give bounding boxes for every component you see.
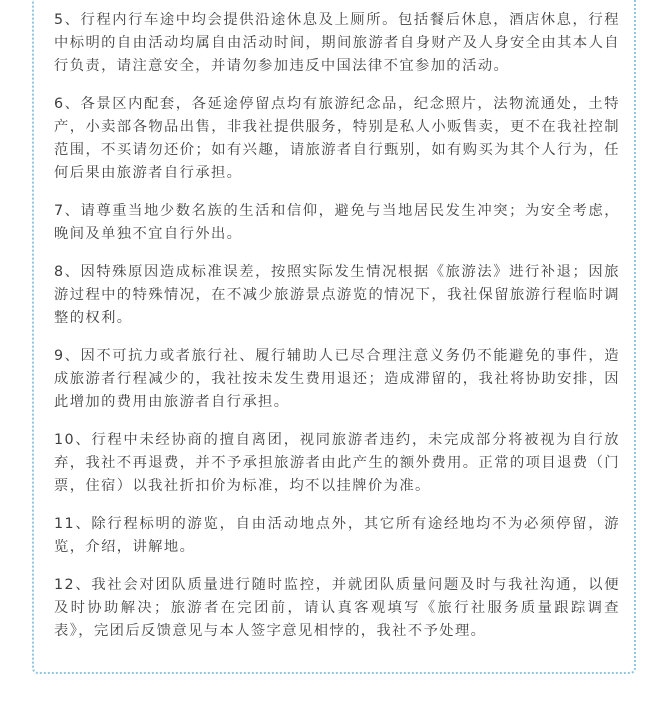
clause-9: 9、因不可抗力或者旅行社、履行辅助人已尽合理注意义务仍不能避免的事件，造成旅游者行程减少的，我社按未发生费用退还；造成滞留的，我社将协助安排，因此增加的费用由旅游者自行承担。 — [54, 348, 620, 410]
clause-8: 8、因特殊原因造成标准误差，按照实际发生情况根据《旅游法》进行补退；因旅游过程中的特殊情况，在不减少旅游景点游览的情况下，我社保留旅游行程临时调整的权利。 — [54, 264, 620, 326]
clause-11: 11、除行程标明的游览，自由活动地点外，其它所有途经地均不为必须停留，游览，介绍，讲解地。 — [54, 516, 620, 555]
clause-12: 12、我社会对团队质量进行随时监控，并就团队质量问题及时与我社沟通，以便及时协助解决；旅游者在完团前，请认真客观填写《旅行社服务质量跟踪调查表》，完团后反馈意见与本人签字意见相悖的，我社不予处理。 — [54, 577, 620, 639]
clause-7: 7、请尊重当地少数名族的生活和信仰，避免与当地居民发生冲突；为安全考虑，晚间及单独不宜自行外出。 — [54, 203, 620, 242]
clause-10: 10、行程中未经协商的擅自离团，视同旅游者违约，未完成部分将被视为自行放弃，我社不再退费，并不予承担旅游者由此产生的额外费用。正常的项目退费（门票，住宿）以我社折扣价为标准，均不以挂牌价为准。 — [54, 432, 620, 494]
notice-clause-list — [54, 9, 620, 658]
clause-5: 5、行程内行车途中均会提供沿途休息及上厕所。包括餐后休息，酒店休息，行程中标明的自由活动均属自由活动时间，期间旅游者自身财产及人身安全由其本人自行负责，请注意安全，并请勿参加违反中国法律不宜参加的活动。 — [54, 12, 620, 74]
clause-6: 6、各景区内配套，各延途停留点均有旅游纪念品，纪念照片，法物流通处，土特产，小卖部各物品出售，非我社提供服务，特别是私人小贩售卖，更不在我社控制范围，不买请勿还价；如有兴趣，请旅游者自行甄别，如有购买为其个人行为，任何后果由旅游者自行承担。 — [54, 96, 620, 181]
